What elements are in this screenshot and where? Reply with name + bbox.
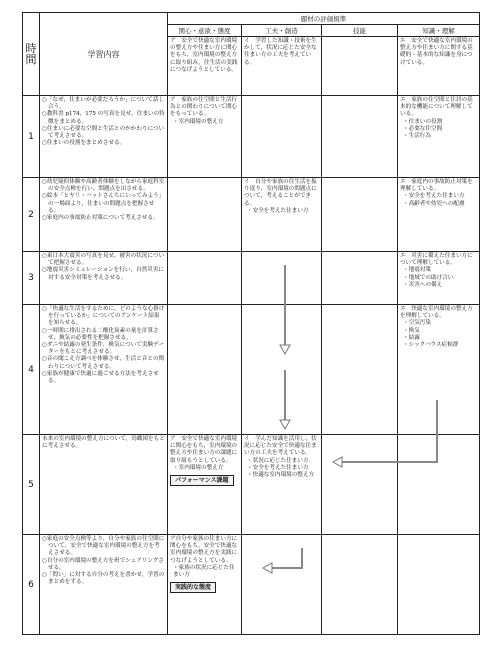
header-jikan: 時間 [23,13,40,96]
row-6-kanshin [168,535,242,635]
row-6-content-1: ○家庭の安全点検等より，自分や家族の住空間について，安全で快適な室内環境の整え方を考えさせる。 [42,536,165,557]
row-2-content-2: ○絵本「ヒヤリ・ハットさんちにいってみよう」の一場面より，住まいの問題点を把握させる。 [42,193,165,214]
row-5-chishiki [398,435,480,535]
performance-task-badge: パフォーマンス課題 [170,475,234,486]
row-5-kanshin-1: ア 安全で快適な室内環境に関心をもち，室内環境の整え方や住まい方の課題に取り組もうとしている。 [170,436,238,464]
row-4-content [40,305,168,435]
row-6-kufu [242,535,322,635]
kijun-kufu-text: イ 学習した知識・技術を生かして，状況に応じた安全な住まい方の工夫を考えている。 [244,38,317,66]
header-chishiki: 知識・理解 [398,25,480,37]
header-hyoka-kijun: 題材の評価規準 [168,13,480,25]
row-2-gino [322,178,398,252]
row-2-chishiki [398,178,480,252]
row-6-content [40,535,168,635]
row-4-content-3: ○ダニや結露の発生条件，換気について実験データーをもとに考えさせる。 [42,342,165,356]
kijun-chishiki [398,37,480,96]
row-5-kufu-4: ・快適な室内環境の整え方 [247,472,315,479]
kijun-chishiki-text: エ 安全で快適な室内環境の整え方や住まい方に関する基礎的・基本的な知識を身につけている。 [400,38,473,66]
row-1-content-2: ○教科書 p174，175 の写真を見せ，住まいの特徴をまとめる。 [42,111,165,125]
row-4-num: 4 [23,305,40,435]
row-1-kufu [242,96,322,178]
row-4-content-1: ○「快適な生活をするために，どのような心掛けを行っているか」についてのアンケート結果を知らせる。 [42,306,165,327]
row-3-kufu [242,252,322,305]
row-5-kufu-1: イ 学んだ知識を活用し，状況に応じた安全で快適な住まい方の工夫を考えている。 [244,436,317,457]
row-5-content-1: 未来の室内環境の整え方について，鳥瞰図をもとに考えさせる。 [42,436,165,450]
row-5-kufu [242,435,322,535]
row-4-chishiki-3: ・換気 [403,327,420,334]
row-4-content-5: ○家族が健康で快適に過ごせる方法を考えさせる。 [42,370,159,385]
row-3-chishiki-3: ・地域での助け合い [403,274,454,281]
row-2-chishiki-2: ・安全を考えた住まい方 [403,193,465,200]
row-2-kufu [242,178,322,252]
row-4-chishiki-4: ・結露 [403,334,420,341]
row-1-content-4: ○住まいの役割をまとめさせる。 [42,140,126,147]
row-3-num: 3 [23,252,40,305]
row-2-chishiki-1: エ 家庭内の事故防止対策を理解している。 [400,179,473,193]
row-3-chishiki-2: ・地震対策 [403,267,431,274]
row-3-kanshin [168,252,242,305]
row-1-chishiki-3: ・必要な住空間 [403,125,443,132]
row-1-kanshin [168,96,242,178]
row-4-chishiki-1: エ 快適な室内環境の整え方を理解している。 [400,306,473,320]
row-6-gino [322,535,398,635]
row-1-kanshin-1: ア 家族の住空間と生活行為との関わりについて関心をもっている。 [170,97,238,118]
kijun-gino [322,37,398,96]
row-1-chishiki-2: ・住まいの役割 [403,118,443,125]
row-5-kanshin [168,435,242,535]
row-5-kufu-3: ・安全を考えた住まい方 [247,464,309,471]
row-5-content [40,435,168,535]
kijun-kanshin [168,37,242,96]
row-2-content-3: ○家庭内の事故防止対策について考えさせる。 [42,215,159,222]
row-3-gino [322,252,398,305]
row-6-chishiki [398,535,480,635]
row-1-num: 1 [23,96,40,178]
row-2-kufu-2: ・安全を考えた住まい方 [247,207,309,214]
row-5-num: 5 [23,435,40,535]
row-5-kufu-2: ・状況に応じた住まい方 [247,457,309,464]
row-1-chishiki [398,96,480,178]
row-5-gino [322,435,398,535]
row-2-content-1: ○幼児疑似体験や高齢者体験をしながら家庭科室の安全点検を行い，問題点を出させる。 [42,179,165,193]
kijun-kanshin-text: ア 安全で快適な室内環境の整え方や住まい方に関心をもち，室内環境の整え方に取り組み，住生活の実践につなげようとしている。 [170,38,238,73]
row-6-content-2: ○自分の室内環境の整え方を班でシェアリングさせる。 [42,557,164,571]
row-3-chishiki-1: エ 災害に備えた住まい方について理解している。 [400,253,473,267]
header-kufu: 工夫・創造 [242,25,322,37]
row-4-content-4: ○音の聞こえ方調べを体験させ，生活と音との関わりについて考えさせる。 [42,356,165,370]
row-2-kufu-1: イ 自分や家族の住生活を振り返り，室内環境の問題点について，考えることができる。 [244,179,317,207]
row-4-chishiki [398,305,480,435]
header-naiyo: 学習内容 [40,13,168,96]
row-6-num: 6 [23,535,40,635]
row-4-kanshin [168,305,242,435]
row-6-content-3: ○「問い」に対する自分の考えを書かせ，学習のまとめをする。 [42,572,165,586]
row-3-content-1: ○東日本大震災の写真を見せ，被害の状況について把握させる。 [42,253,165,267]
row-4-content-2: ○一時間に排出される二酸化炭素の量を計算させ，換気の必要性を把握させる。 [42,327,159,341]
row-2-num: 2 [23,178,40,252]
row-3-content-2: ○地震災害シミュレーションを行い，自然災害に対する安全対策を考えさせる。 [42,267,165,281]
row-3-content [40,252,168,305]
row-1-content [40,96,168,178]
evaluation-table [22,12,480,635]
row-3-chishiki [398,252,480,305]
row-1-chishiki-4: ・生活行為 [403,133,431,140]
row-5-kanshin-2: ・室内環境の整え方 [173,464,224,471]
row-2-content [40,178,168,252]
row-6-kanshin-2: ・家族の状況に応じた住まい方 [173,564,235,579]
row-2-chishiki-3: ・高齢者や幼児への配慮 [403,200,465,207]
row-4-kufu [242,305,322,435]
practical-attitude-badge: 実践的な態度 [170,582,216,593]
row-1-content-1: ○「なぜ，住まいが必要だろうか」について話し合う。 [42,97,165,111]
row-4-chishiki-2: ・空気汚染 [403,320,431,327]
row-1-kanshin-2: ・室内環境の整え方 [173,118,224,125]
header-gino: 技能 [322,25,398,37]
kijun-kufu [242,37,322,96]
row-4-chishiki-5: ・シックハウス症候群 [403,342,459,349]
row-4-gino [322,305,398,435]
row-1-gino [322,96,398,178]
row-2-kanshin [168,178,242,252]
header-kanshin: 関心・意欲・態度 [168,25,242,37]
row-1-content-3: ○住まいに必要な空間と生活とのかかわりについて考えさせる。 [42,125,165,140]
row-3-chishiki-4: ・災害への備え [403,281,443,288]
row-6-kanshin-1: ア自分や家族の住まい方に関心をもち，安全で快適な室内環境の整え方を実践につなげようとしている。 [170,536,238,564]
row-1-chishiki-1: エ 家族の住空間と住居の基本的な機能について理解している。 [400,97,473,118]
